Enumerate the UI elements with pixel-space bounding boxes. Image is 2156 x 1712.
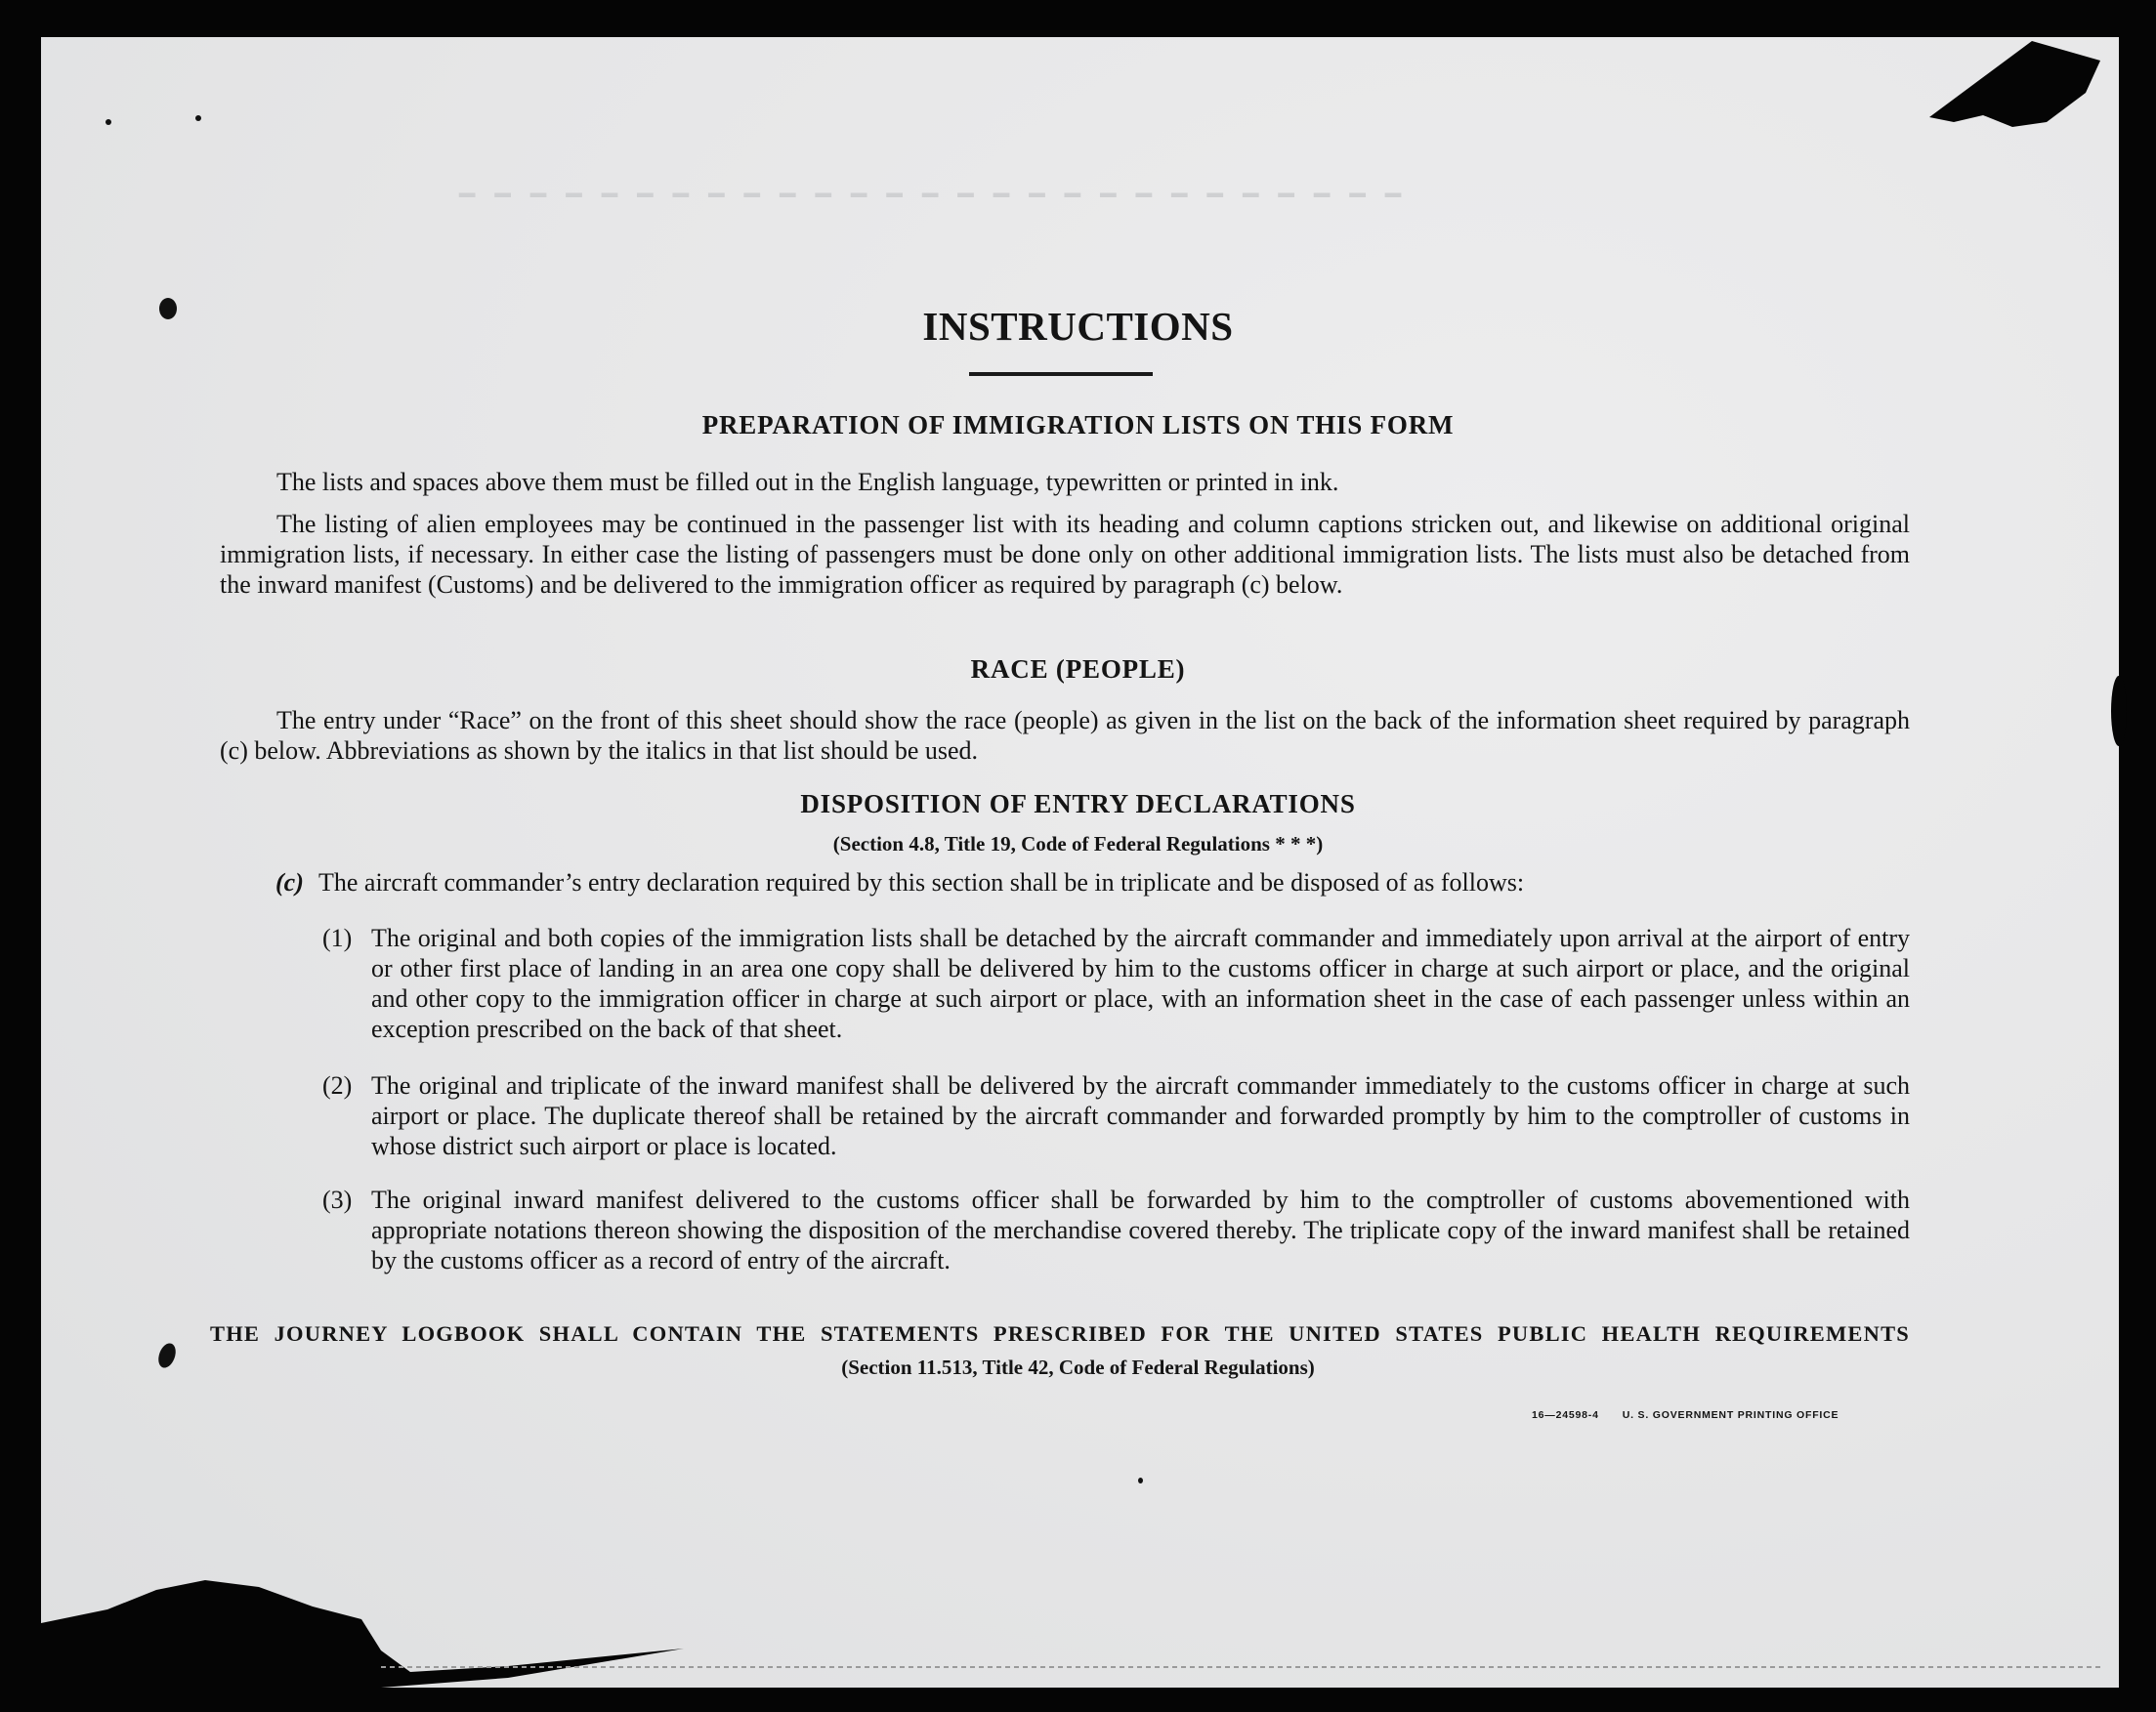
disposition-heading: DISPOSITION OF ENTRY DECLARATIONS (800, 789, 1356, 818)
preparation-p2-text: The listing of alien employees may be continued in the passenger list with its heading and column captions stricken out, and likewise on additional original immigration lists, if necessary. In either case the listing of passengers must be done only on other additional immigration lists. The lists must also be detached from the inward manifest (Customs) and be delivered to the immigration officer as required by paragraph (c) below. (220, 510, 1910, 599)
item-text-2: The original and triplicate of the inward manifest shall be delivered by the aircraft commander immediately to the customs officer in charge at such airport or place. The duplicate thereof shall be retained by the aircraft commander and forwarded promptly by him to the comptroller of customs in whose district such airport or place is located. (371, 1071, 1910, 1160)
race-heading: RACE (PEOPLE) (970, 654, 1186, 684)
form-number: 16—24598-4 (1532, 1409, 1599, 1421)
preparation-heading: PREPARATION OF IMMIGRATION LISTS ON THIS FORM (701, 410, 1455, 439)
intro-label: (c) (275, 868, 304, 897)
item-text-1: The original and both copies of the immigration lists shall be detached by the aircraft commander and immediately upon arrival at the airport of entry or other first place of landing in an area one copy shall be delivered by him to the customs officer in charge at such airport or place, and the original and other copy to the immigration officer in charge at such airport or place, with an information sheet in the case of each passenger unless within an exception prescribed on the back of that sheet. (371, 924, 1910, 1043)
printer-name: U. S. GOVERNMENT PRINTING OFFICE (1622, 1409, 1839, 1421)
item-text-3: The original inward manifest delivered to the customs officer shall be forwarded by him to the comptroller of customs abovementioned with appropriate notations thereon showing the disposition of the merchandise covered thereby. The triplicate copy of the inward manifest shall be retained by the customs officer as a record of entry of the aircraft. (371, 1186, 1910, 1274)
bleed-through-text: ━ ━ ━ ━ ━ ━ ━ ━ ━ ━ ━ ━ ━ ━ ━ ━ ━ ━ ━ ━ ━ ━ ━ ━ ━ ━ ━ (459, 184, 1404, 213)
journey-logbook-notice: THE JOURNEY LOGBOOK SHALL CONTAIN THE STATEMENTS PRESCRIBED FOR THE UNITED STATES PUBLIC HEALTH REQUIREMENTS (210, 1321, 1910, 1346)
edge-notch (2111, 676, 2127, 746)
item-number: (1) (322, 924, 353, 952)
journey-citation: (Section 11.513, Title 42, Code of Federal Regulations) (841, 1356, 1315, 1379)
torn-corner (1929, 41, 2100, 127)
disposition-citation: (Section 4.8, Title 19, Code of Federal Regulations * * *) (832, 832, 1324, 856)
page-title: INSTRUCTIONS (922, 304, 1234, 349)
torn-bottom (41, 1580, 684, 1688)
race-p1-text: The entry under “Race” on the front of this sheet should show the race (people) as given in the list on the back of the information sheet required by paragraph (c) below. Abbreviations as shown by the italics in that list should be used. (220, 706, 1910, 765)
item-number: (2) (322, 1071, 353, 1100)
item-number: (3) (322, 1186, 353, 1214)
intro-text: The aircraft commander’s entry declaration required by this section shall be in triplicate and be disposed of as follows: (318, 868, 1525, 897)
preparation-p1-text: The lists and spaces above them must be filled out in the English language, typewritten or printed in ink. (276, 468, 1339, 496)
